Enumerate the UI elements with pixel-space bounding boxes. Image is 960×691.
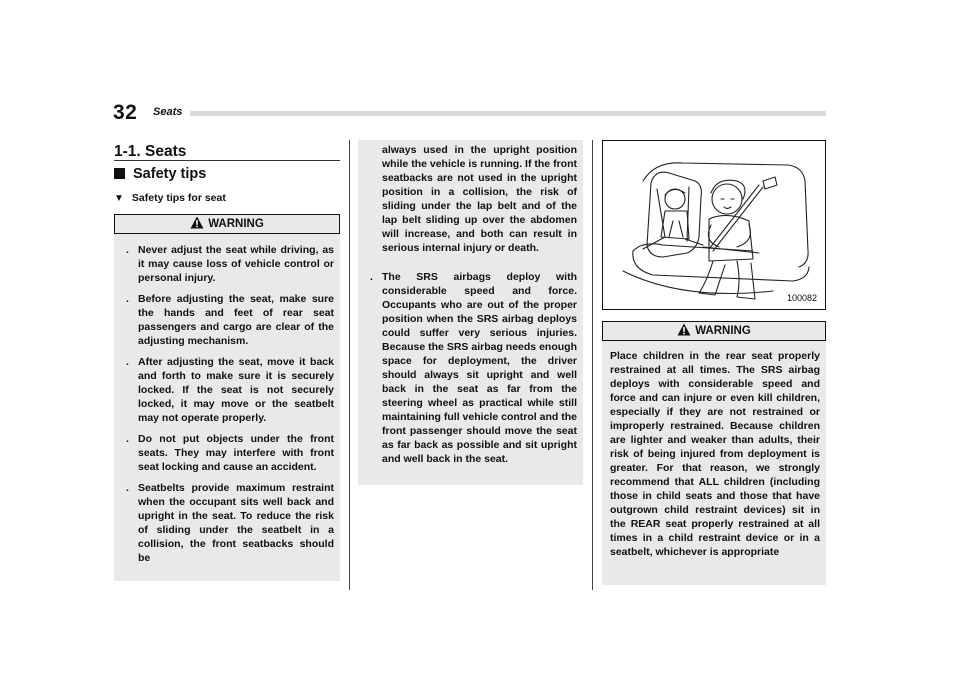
warning-bullet	[358, 270, 583, 466]
square-marker-icon	[114, 168, 125, 179]
column-divider-1	[349, 140, 350, 590]
child-seat-drawing	[603, 141, 825, 309]
running-title: Seats	[153, 106, 183, 118]
bullet-dot-icon: .	[126, 482, 129, 494]
warning-box-2	[602, 321, 826, 585]
warning-bullets-2	[358, 270, 583, 473]
bullet-dot-icon: .	[126, 356, 129, 368]
warning-bullet-text: Never adjust the seat while driving, as it may cause loss of vehicle control or personal injury.	[138, 244, 334, 284]
warning-bullet	[114, 355, 340, 425]
triangle-marker-icon: ▼	[114, 193, 124, 204]
warning-continued-text: always used in the upright position while the vehicle is running. If the front seatbacks are not used in the upright position in a collision, the risk of sliding under the lap belt and of the lap belt sliding up over the abdomen will increase, and both can result in serious internal injury or death.	[382, 144, 577, 254]
warning-bullet	[114, 481, 340, 565]
warning-box-1-continued	[358, 140, 583, 485]
subsection-title	[114, 166, 206, 182]
bullet-dot-icon: .	[126, 293, 129, 305]
warning-bullet-text: After adjusting the seat, move it back and forth to make sure it is securely locked. If the seat is not securely locked, it may move or the seatbelt may not operate properly.	[138, 356, 334, 424]
column-divider-2	[592, 140, 593, 590]
section-rule	[114, 160, 340, 161]
warning-label-2	[602, 321, 826, 341]
warning-bullet	[114, 243, 340, 285]
subsubsection-title-text: Safety tips for seat	[131, 192, 226, 204]
bullet-dot-icon: .	[370, 271, 373, 283]
header-rule	[190, 111, 826, 116]
subsection-title-text: Safety tips	[133, 166, 207, 182]
page-number: 32	[113, 101, 138, 124]
child-seat-illustration	[602, 140, 826, 310]
bullet-dot-icon: .	[126, 244, 129, 256]
warning-bullet-text: Before adjusting the seat, make sure the hands and feet of rear seat passengers and cargo are clear of the adjusting mechanism.	[138, 293, 334, 347]
warning-label-text-1: WARNING	[208, 218, 264, 230]
warning-label-text-2: WARNING	[695, 325, 751, 337]
subsubsection-title	[114, 192, 226, 204]
warning-label-1	[114, 214, 340, 234]
warning-bullets-1	[114, 243, 340, 572]
warning-bullet-text: Do not put objects under the front seats. They may interfere with front seat locking and cause an accident.	[138, 433, 334, 473]
warning-text-2: Place children in the rear seat properly restrained at all times. The SRS airbag deploys with considerable speed and force and can injure or even kill children, especially if they are not restrained or improperly restrained. Because children are lighter and weaker than adults, their risk of being injured from deployment is greater. For that reason, we strongly recommend that ALL children (including those in child seats and those that have outgrown child restraint devices) sit in the REAR seat properly restrained at all times in a child restraint device or in a seatbelt, whichever is appropriate	[610, 350, 820, 558]
section-title: 1-1. Seats	[114, 143, 187, 160]
figure-id: 100082	[786, 293, 817, 303]
warning-box-1	[114, 214, 340, 581]
warning-bullet-text: Seatbelts provide maximum restraint when the occupant sits well back and upright in the seat. To reduce the risk of sliding under the seatbelt in a collision, the front seatbacks should be	[138, 482, 334, 564]
warning-bullet	[114, 292, 340, 348]
bullet-dot-icon: .	[126, 433, 129, 445]
warning-bullet	[114, 432, 340, 474]
warning-bullet-text: The SRS airbags deploy with considerable speed and force. Occupants who are out of the proper position when the SRS airbag deploys could suffer very serious injuries. Because the SRS airbag needs enough space for deployment, the driver should always sit upright and well back in the seat as far from the steering wheel as practical while still maintaining full vehicle control and the front passenger should move the seat as far back as possible and sit upright and well back in the seat.	[382, 271, 577, 465]
warning-triangle-icon	[677, 323, 691, 336]
warning-triangle-icon	[190, 216, 204, 229]
